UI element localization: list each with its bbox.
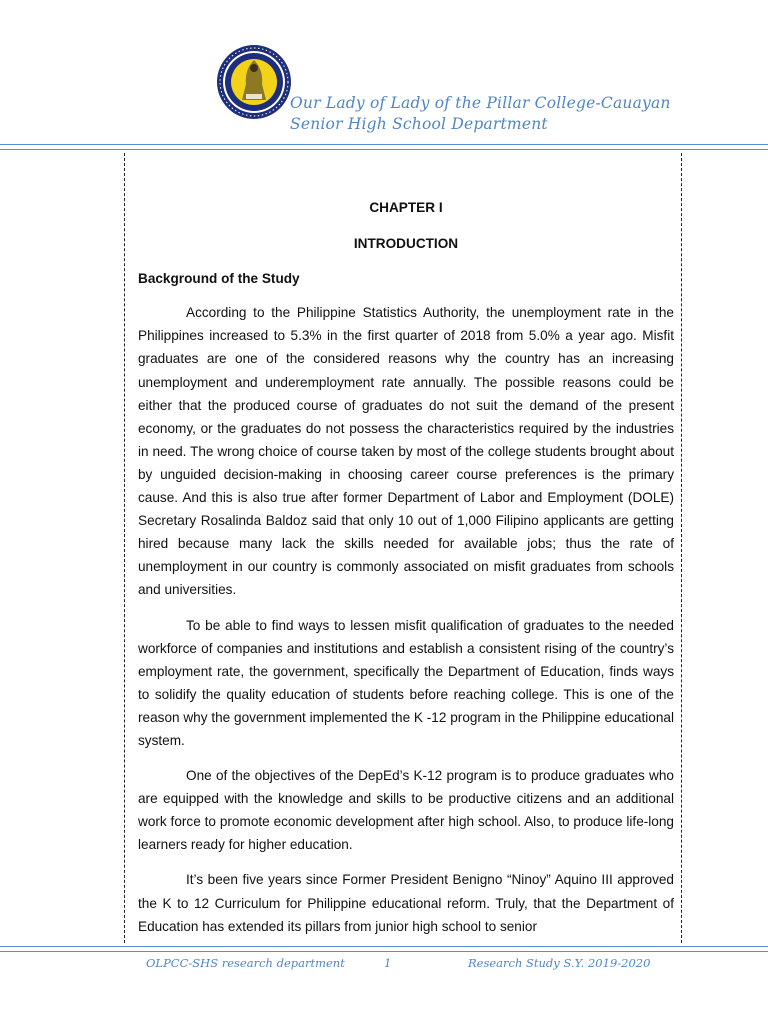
section-heading: Background of the Study bbox=[138, 271, 300, 287]
paragraph-4: It’s been five years since Former President Benigno “Ninoy” Aquino III approved the K to 12 Curriculum for Philippine educational reform. Truly, that the Department of Education has extended its pillars from junior high school to senior bbox=[138, 872, 674, 934]
header-rule-bottom bbox=[0, 149, 768, 150]
paragraph-2: To be able to find ways to lessen misfit qualification of graduates to the needed workforce of companies and institutions and establish a consistent rising of the country’s employment rate, the government, specifically the Department of Education, finds ways to solidify the quality education of students before reaching college. This is one of the reason why the government implemented the K -12 program in the Philippine educational system. bbox=[138, 617, 674, 748]
left-dashed-border bbox=[124, 153, 125, 943]
school-seal-logo bbox=[216, 44, 292, 120]
footer-research-year: Research Study S.Y. 2019-2020 bbox=[468, 956, 651, 970]
footer-rule-bottom bbox=[0, 951, 768, 952]
school-seal-icon bbox=[216, 44, 292, 120]
paragraph-3: One of the objectives of the DepEd’s K-12 program is to produce graduates who are equipped with the knowledge and skills to be productive citizens and an additional work force to promote economic development after high school. Also, to produce life-long learners ready for higher education. bbox=[138, 768, 674, 853]
footer-department: OLPCC-SHS research department bbox=[146, 956, 345, 970]
school-name: Our Lady of Lady of the Pillar College-Cauayan bbox=[290, 94, 671, 112]
department-name: Senior High School Department bbox=[290, 115, 548, 133]
footer-rule-top bbox=[0, 946, 768, 947]
chapter-title: INTRODUCTION bbox=[353, 236, 459, 252]
page-number: 1 bbox=[384, 956, 392, 970]
paragraph-1: According to the Philippine Statistics Authority, the unemployment rate in the Philippines increased to 5.3% in the first quarter of 2018 from 5.0% a year ago. Misfit graduates are one of the considered reasons why the country has an increasing unemployment and underemployment rate annually. The possible reasons could be either that the produced course of graduates do not suit the demand of the present economy, or the graduates do not possess the characteristics required by the industries in need. The wrong choice of course taken by most of the college students brought about by unguided decision-making in choosing career course preferences is the primary cause. And this is also true after former Department of Labor and Employment (DOLE) Secretary Rosalinda Baldoz said that only 10 out of 1,000 Filipino applicants are getting hired because many lack the skills needed for available jobs; thus the rate of unemployment in our country is commonly associated on misfit graduates from schools and universities. bbox=[138, 305, 674, 598]
header-rule-top bbox=[0, 144, 768, 145]
right-dashed-border bbox=[681, 153, 682, 943]
page-content bbox=[138, 196, 674, 937]
chapter-heading: CHAPTER I bbox=[369, 200, 443, 215]
